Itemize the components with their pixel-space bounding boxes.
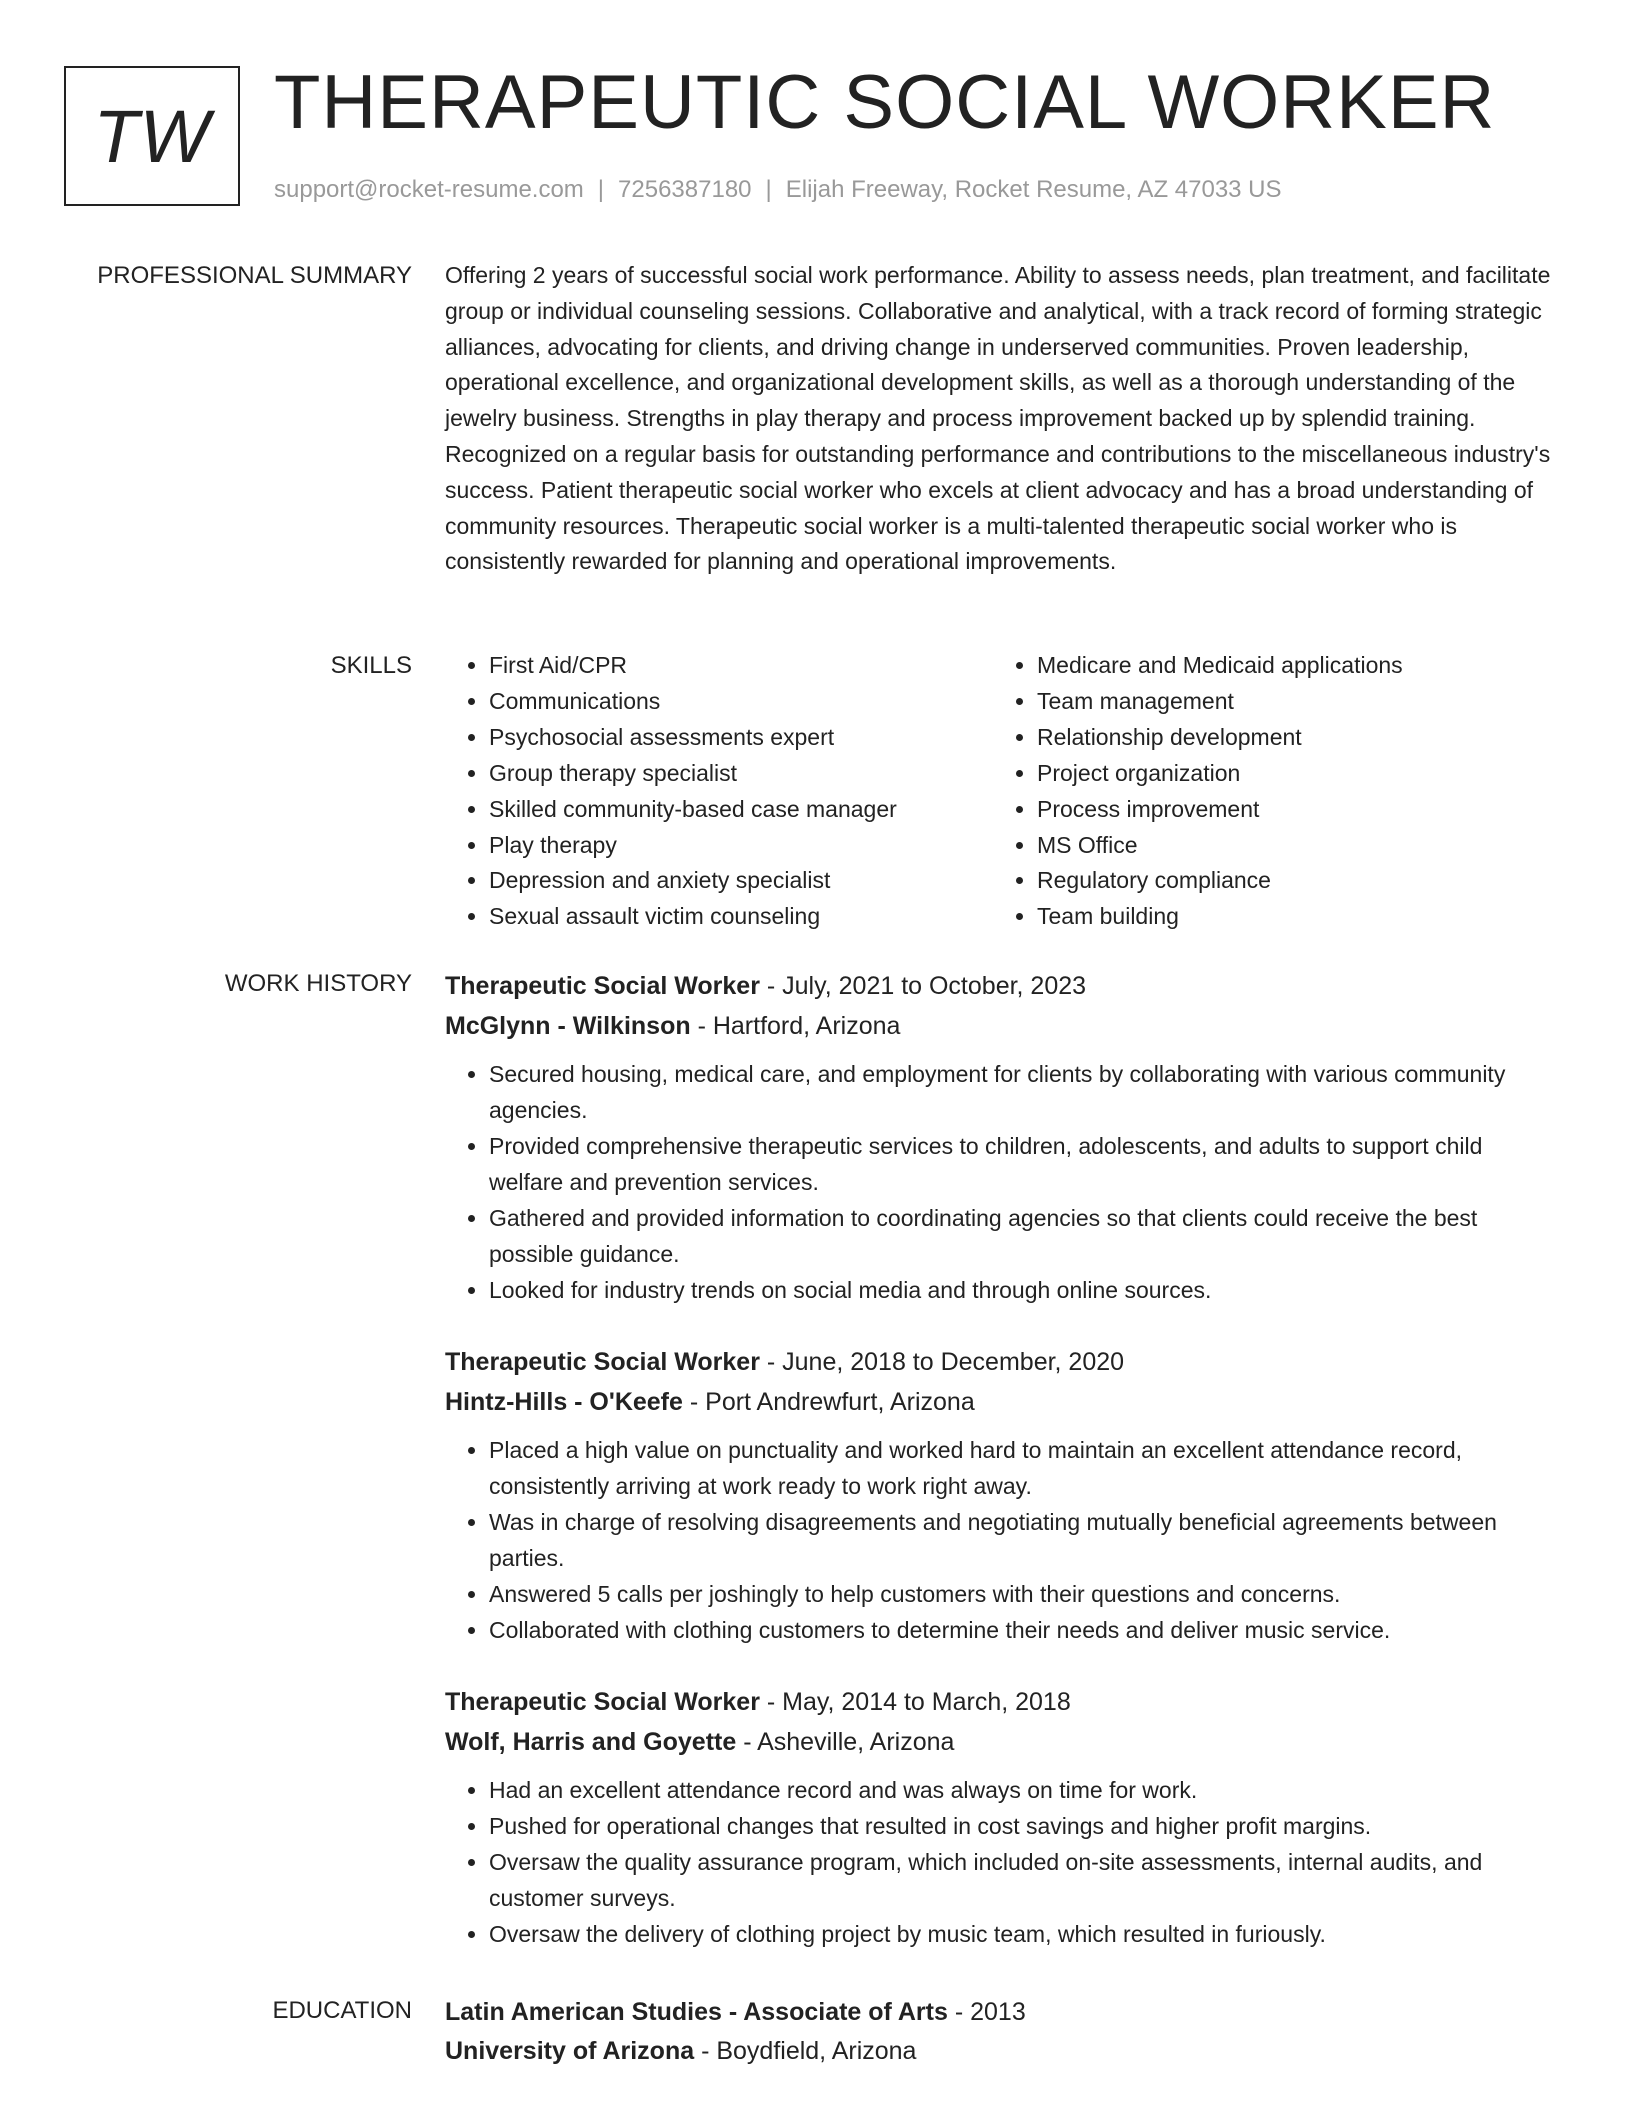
job-location: - Port Andrewfurt, Arizona bbox=[682, 1388, 975, 1416]
job-bullet: • Was in charge of resolving disagreements and negotiating mutually beneficial agreements between parties. bbox=[489, 1504, 1560, 1576]
job-bullet: • Placed a high value on punctuality and worked hard to maintain an excellent attendance record, consistently arriving at work ready to work right away. bbox=[489, 1432, 1560, 1504]
job-company: Wolf, Harris and Goyette bbox=[445, 1728, 737, 1756]
section-label-summary: PROFESSIONAL SUMMARY bbox=[97, 262, 412, 289]
job-company: Hintz-Hills - O'Keefe bbox=[445, 1388, 683, 1416]
job-location: - Asheville, Arizona bbox=[736, 1728, 955, 1756]
skills-list-left bbox=[445, 648, 993, 935]
job-bullet: • Collaborated with clothing customers to determine their needs and deliver music service. bbox=[489, 1612, 1560, 1648]
skill-item: • First Aid/CPR bbox=[489, 648, 993, 684]
section-label-skills: SKILLS bbox=[330, 652, 412, 679]
job-dates: - May, 2014 to March, 2018 bbox=[759, 1688, 1071, 1716]
skill-item: • Medicare and Medicaid applications bbox=[1037, 648, 1541, 684]
job-location: - Hartford, Arizona bbox=[690, 1012, 901, 1040]
skill-item: • Team building bbox=[1037, 899, 1541, 935]
job-bullets bbox=[445, 1432, 1560, 1648]
skills-list-right bbox=[993, 648, 1541, 935]
summary-text: Offering 2 years of successful social work performance. Ability to assess needs, plan treatment, and facilitate group or individual counseling sessions. Collaborative and analytical, with a track record of forming strategic alliances, advocating for clients, and driving change in underserved communities. Proven leadership, operational excellence, and organizational development skills, as well as a thorough understanding of the jewelry business. Strengths in play therapy and process improvement backed up by splendid training. Recognized on a regular basis for outstanding performance and contributions to the miscellaneous industry's success. Patient therapeutic social worker who excels at client advocacy and has a broad understanding of community resources. Therapeutic social worker is a multi-talented therapeutic social worker who is consistently rewarded for planning and operational improvements. bbox=[445, 262, 1551, 575]
skill-item: • Play therapy bbox=[489, 828, 993, 864]
skill-item: • Psychosocial assessments expert bbox=[489, 720, 993, 756]
education-year: - 2013 bbox=[947, 1998, 1026, 2026]
job-bullet: • Pushed for operational changes that resulted in cost savings and higher profit margins. bbox=[489, 1808, 1560, 1844]
contact-separator: | bbox=[597, 176, 605, 203]
education-school: University of Arizona bbox=[445, 2037, 695, 2065]
skill-item: • Team management bbox=[1037, 684, 1541, 720]
job-bullet: • Oversaw the quality assurance program, which included on-site assessments, internal audits, and customer surveys. bbox=[489, 1844, 1560, 1916]
candidate-name: THERAPEUTIC SOCIAL WORKER bbox=[274, 60, 1496, 145]
skill-item: • MS Office bbox=[1037, 828, 1541, 864]
job-bullet: • Oversaw the delivery of clothing project by music team, which resulted in furiously. bbox=[489, 1916, 1560, 1952]
job-bullet: • Provided comprehensive therapeutic services to children, adolescents, and adults to support child welfare and prevention services. bbox=[489, 1128, 1560, 1200]
skill-item: • Process improvement bbox=[1037, 792, 1541, 828]
contact-email[interactable]: support@rocket-resume.com bbox=[274, 176, 584, 203]
job-bullet: • Had an excellent attendance record and was always on time for work. bbox=[489, 1772, 1560, 1808]
job-bullets bbox=[445, 1056, 1560, 1308]
job-company: McGlynn - Wilkinson bbox=[445, 1012, 691, 1040]
job-bullet: • Looked for industry trends on social media and through online sources. bbox=[489, 1272, 1560, 1308]
job-title: Therapeutic Social Worker bbox=[445, 1688, 760, 1716]
job-bullet: • Answered 5 calls per joshingly to help customers with their questions and concerns. bbox=[489, 1576, 1560, 1612]
job-entry bbox=[445, 1342, 1560, 1648]
skill-item: • Skilled community-based case manager bbox=[489, 792, 993, 828]
job-dates: - July, 2021 to October, 2023 bbox=[759, 972, 1087, 1000]
job-title: Therapeutic Social Worker bbox=[445, 972, 760, 1000]
job-dates: - June, 2018 to December, 2020 bbox=[759, 1348, 1125, 1376]
skill-item: • Depression and anxiety specialist bbox=[489, 863, 993, 899]
job-bullet: • Secured housing, medical care, and employment for clients by collaborating with various community agencies. bbox=[489, 1056, 1560, 1128]
contact-address: Elijah Freeway, Rocket Resume, AZ 47033 US bbox=[785, 176, 1282, 203]
job-entry bbox=[445, 966, 1560, 1308]
section-label-education: EDUCATION bbox=[272, 1997, 412, 2024]
contact-phone[interactable]: 7256387180 bbox=[618, 176, 752, 203]
skill-item: • Group therapy specialist bbox=[489, 756, 993, 792]
contact-line bbox=[274, 174, 1282, 206]
skill-item: • Project organization bbox=[1037, 756, 1541, 792]
section-label-work-history: WORK HISTORY bbox=[224, 970, 412, 997]
job-entry bbox=[445, 1682, 1560, 1952]
education-degree: Latin American Studies - Associate of Arts bbox=[445, 1998, 948, 2026]
education-location: - Boydfield, Arizona bbox=[694, 2037, 917, 2065]
job-bullets bbox=[445, 1772, 1560, 1952]
monogram: TW bbox=[64, 66, 240, 206]
skill-item: • Relationship development bbox=[1037, 720, 1541, 756]
skills-columns bbox=[445, 648, 1560, 935]
skill-item: • Sexual assault victim counseling bbox=[489, 899, 993, 935]
job-title: Therapeutic Social Worker bbox=[445, 1348, 760, 1376]
skill-item: • Regulatory compliance bbox=[1037, 863, 1541, 899]
skill-item: • Communications bbox=[489, 684, 993, 720]
contact-separator: | bbox=[765, 176, 772, 203]
job-bullet: • Gathered and provided information to coordinating agencies so that clients could receive the best possible guidance. bbox=[489, 1200, 1560, 1272]
